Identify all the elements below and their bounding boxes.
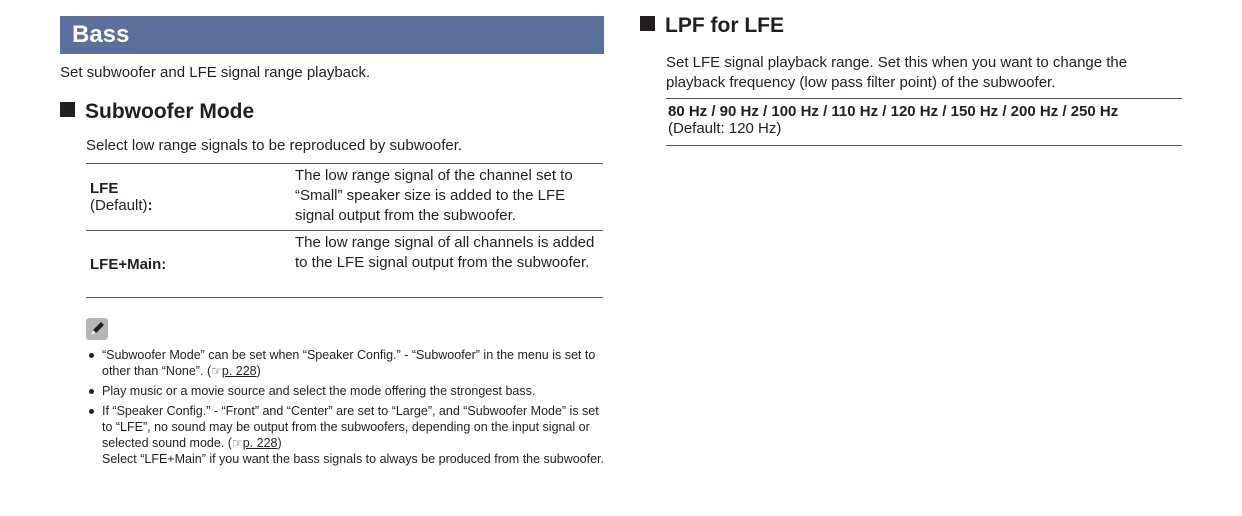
table-row	[86, 231, 603, 298]
bass-section-banner	[60, 16, 604, 54]
lpf-description: Set LFE signal playback range. Set this when you want to change the playback frequency (low pass filter point) of the subwoofer.	[666, 54, 1128, 91]
heading-square-icon	[60, 102, 75, 117]
pointing-hand-icon: ☞	[231, 436, 243, 450]
heading-square-icon	[640, 16, 655, 31]
page-reference[interactable]	[228, 436, 282, 450]
mode-key-cell	[86, 164, 295, 230]
lpf-heading-text: LPF for LFE	[665, 14, 784, 37]
subwoofer-mode-description: Select low range signals to be reproduced by subwoofer.	[86, 137, 463, 154]
note-text: If “Speaker Config.” - “Front” and “Center” are set to “Large”, and “Subwoofer Mode” is set to “LFE”, no sound may be output from the subwoofers, depending on the input signal or selected sound mode.	[102, 404, 599, 450]
ref-prefix: (	[206, 364, 212, 378]
mode-key-label: LFE+Main:	[90, 255, 167, 273]
list-item	[86, 403, 606, 467]
ref-suffix: )	[277, 436, 282, 450]
pencil-note-icon	[86, 318, 108, 340]
lpf-default: (Default: 120 Hz)	[668, 120, 782, 137]
list-item	[86, 347, 606, 379]
note-text: “Subwoofer Mode” can be set when “Speaker Config.” - “Subwoofer” in the menu is set to other than “None”.	[102, 348, 596, 378]
mode-value-cell: The low range signal of the channel set to “Small” speaker size is added to the LFE signal output from the subwoofer.	[295, 167, 573, 224]
mode-key-note: (Default):	[90, 197, 153, 214]
lpf-options: 80 Hz / 90 Hz / 100 Hz / 110 Hz / 120 Hz / 150 Hz / 200 Hz / 250 Hz	[668, 103, 1119, 120]
mode-value-cell: The low range signal of all channels is added to the LFE signal output from the subwoofer.	[295, 234, 595, 271]
subwoofer-mode-heading	[60, 100, 254, 124]
table-row	[86, 164, 603, 231]
notes-list	[86, 347, 606, 471]
mode-key-cell	[86, 231, 295, 297]
page-reference[interactable]	[207, 364, 261, 378]
ref-suffix: )	[256, 364, 261, 378]
subwoofer-mode-table	[86, 163, 603, 298]
note-extra-text: Select “LFE+Main” if you want the bass signals to always be produced from the subwoofer.	[102, 452, 604, 466]
list-item	[86, 383, 606, 399]
ref-page-link[interactable]: p. 228	[221, 364, 257, 378]
ref-page-link[interactable]: p. 228	[242, 436, 278, 450]
bass-title: Bass	[72, 21, 130, 48]
ref-prefix: (	[227, 436, 232, 450]
bass-description: Set subwoofer and LFE signal range playback.	[60, 64, 371, 81]
lpf-for-lfe-heading	[640, 14, 784, 38]
note-text: Play music or a movie source and select the mode offering the strongest bass.	[102, 384, 536, 398]
pointing-hand-icon: ☞	[211, 364, 222, 378]
lpf-options-box	[666, 98, 1182, 146]
subwoofer-mode-heading-text: Subwoofer Mode	[85, 100, 255, 123]
mode-key-label: LFE	[90, 180, 119, 197]
